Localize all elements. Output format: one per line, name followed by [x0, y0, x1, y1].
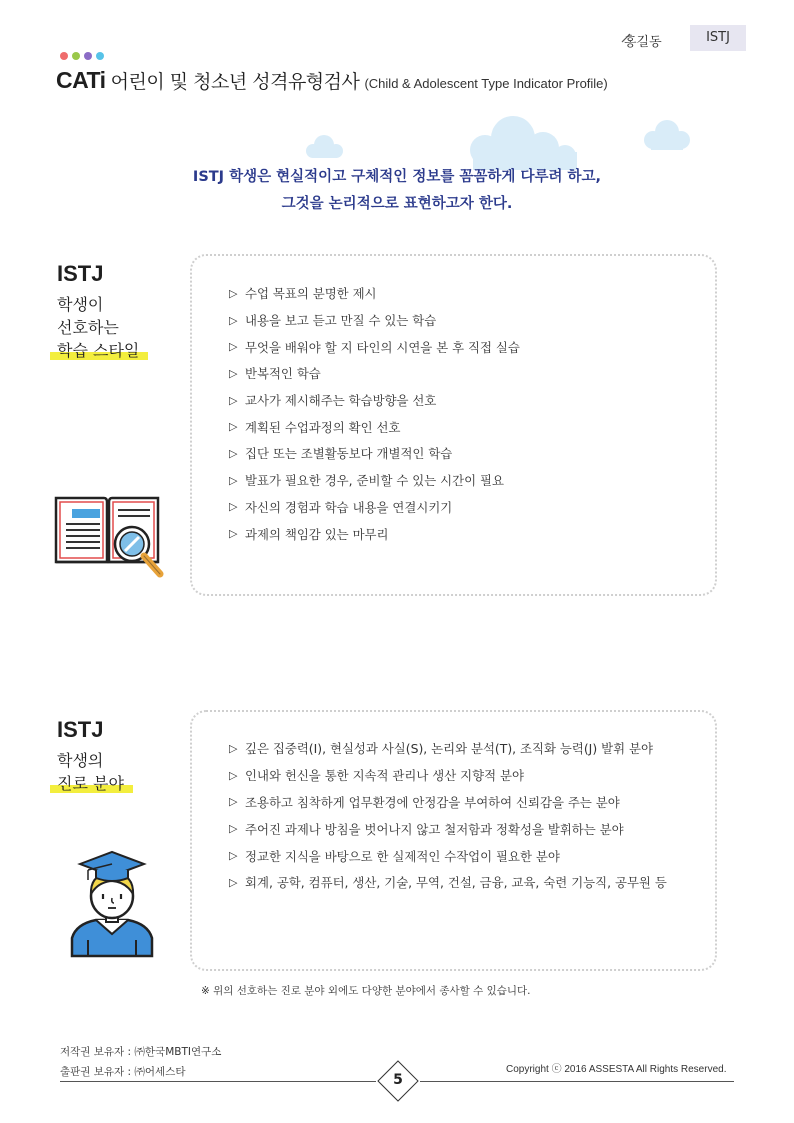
triangle-bullet-icon: ▷	[229, 849, 238, 863]
triangle-bullet-icon: ▷	[229, 875, 238, 889]
learning-label-line-1: 학생이	[57, 295, 104, 314]
list-item: ▷ 반복적인 학습	[229, 366, 321, 382]
title-main: 어린이 및 청소년 성격유형검사	[110, 71, 360, 93]
list-item: ▷ 계획된 수업과정의 확인 선호	[229, 419, 401, 435]
list-item: ▷ 정교한 지식을 바탕으로 한 실제적인 수작업이 필요한 분야	[229, 848, 560, 864]
triangle-bullet-icon: ▷	[229, 795, 238, 809]
triangle-bullet-icon: ▷	[229, 473, 238, 487]
publisher: 출판권 보유자 : ㈜어세스타	[60, 1066, 186, 1078]
book-magnifier-icon	[54, 492, 166, 582]
triangle-bullet-icon: ▷	[229, 313, 238, 327]
career-label-line-1: 학생의	[57, 751, 104, 770]
list-item: ▷ 조용하고 침착하게 업무환경에 안정감을 부여하여 신뢰감을 주는 분야	[229, 794, 620, 810]
cloud-icon	[637, 116, 697, 152]
cloud-icon	[303, 132, 347, 160]
triangle-bullet-icon: ▷	[229, 500, 238, 514]
list-item: ▷ 깊은 집중력(I), 현실성과 사실(S), 논리와 분석(T), 조직화 능력(J) 발휘 분야	[229, 741, 653, 757]
list-item: ▷ 회계, 공학, 컴퓨터, 생산, 기술, 무역, 건설, 금융, 교육, 숙련 기능직, 공무원 등	[229, 875, 667, 891]
intro-statement	[100, 164, 694, 218]
cloud-icon	[455, 112, 585, 172]
list-item: ▷ 발표가 필요한 경우, 준비할 수 있는 시간이 필요	[229, 473, 504, 489]
footer-divider-right	[420, 1081, 734, 1082]
footer-divider-left	[60, 1081, 376, 1082]
list-item: ▷ 자신의 경험과 학습 내용을 연결시키기	[229, 499, 453, 515]
dot-purple	[84, 52, 92, 60]
list-item: ▷ 주어진 과제나 방침을 벗어나지 않고 철저함과 정확성을 발휘하는 분야	[229, 821, 624, 837]
dot-green	[72, 52, 80, 60]
career-label-highlight: 진로 분야	[57, 774, 124, 793]
triangle-bullet-icon: ▷	[229, 822, 238, 836]
learning-label-highlight: 학습 스타일	[57, 341, 140, 360]
career-section-label	[57, 749, 124, 795]
user-name: 홍길동	[624, 35, 662, 50]
learning-section-label	[57, 293, 139, 362]
intro-line-2: 그것을 논리적으로 표현하고자 한다.	[281, 196, 513, 212]
list-item: ▷ 수업 목표의 분명한 제시	[229, 286, 377, 302]
triangle-bullet-icon: ▷	[229, 420, 238, 434]
list-item: ▷ 내용을 보고 듣고 만질 수 있는 학습	[229, 313, 437, 329]
learning-style-list	[229, 280, 520, 547]
list-item: ▷ 인내와 헌신을 통한 지속적 관리나 생산 지향적 분야	[229, 768, 524, 784]
footer-rights	[60, 1042, 221, 1082]
learning-label-line-2: 선호하는	[57, 318, 119, 337]
list-item: ▷ 무엇을 배워야 할 지 타인의 시연을 본 후 직접 실습	[229, 339, 520, 355]
triangle-bullet-icon: ▷	[229, 393, 238, 407]
graduate-student-icon	[66, 850, 158, 958]
list-item: ▷ 교사가 제시해주는 학습방향을 선호	[229, 393, 437, 409]
triangle-bullet-icon: ▷	[229, 768, 238, 782]
decorative-dots	[60, 52, 104, 60]
copyright-notice: Copyright ⓒ 2016 ASSESTA All Rights Reserved.	[506, 1064, 727, 1075]
brand-logo: CATi	[56, 67, 106, 93]
document-title	[56, 67, 608, 94]
triangle-bullet-icon: ▷	[229, 446, 238, 460]
triangle-bullet-icon: ▷	[229, 286, 238, 300]
triangle-bullet-icon: ▷	[229, 366, 238, 380]
career-list	[229, 735, 667, 896]
triangle-bullet-icon: ▷	[229, 527, 238, 541]
list-item: ▷ 집단 또는 조별활동보다 개별적인 학습	[229, 446, 453, 462]
page-number-badge	[377, 1060, 419, 1102]
learning-section-code: ISTJ	[57, 261, 104, 286]
copyright-holder: 저작권 보유자 : ㈜한국MBTI연구소	[60, 1046, 222, 1058]
footnote: ※ 위의 선호하는 진로 분야 외에도 다양한 분야에서 종사할 수 있습니다.	[201, 985, 531, 997]
title-subtitle: (Child & Adolescent Type Indicator Profile)	[364, 76, 608, 91]
triangle-bullet-icon: ▷	[229, 741, 238, 755]
type-badge: ISTJ	[690, 25, 746, 51]
page-number: 5	[393, 1072, 403, 1088]
dot-red	[60, 52, 68, 60]
dot-blue	[96, 52, 104, 60]
intro-line-1: ISTJ 학생은 현실적이고 구체적인 정보를 꼼꼼하게 다루려 하고,	[192, 169, 602, 185]
list-item: ▷ 과제의 책임감 있는 마무리	[229, 526, 389, 542]
triangle-bullet-icon: ▷	[229, 340, 238, 354]
career-section-code: ISTJ	[57, 717, 104, 742]
